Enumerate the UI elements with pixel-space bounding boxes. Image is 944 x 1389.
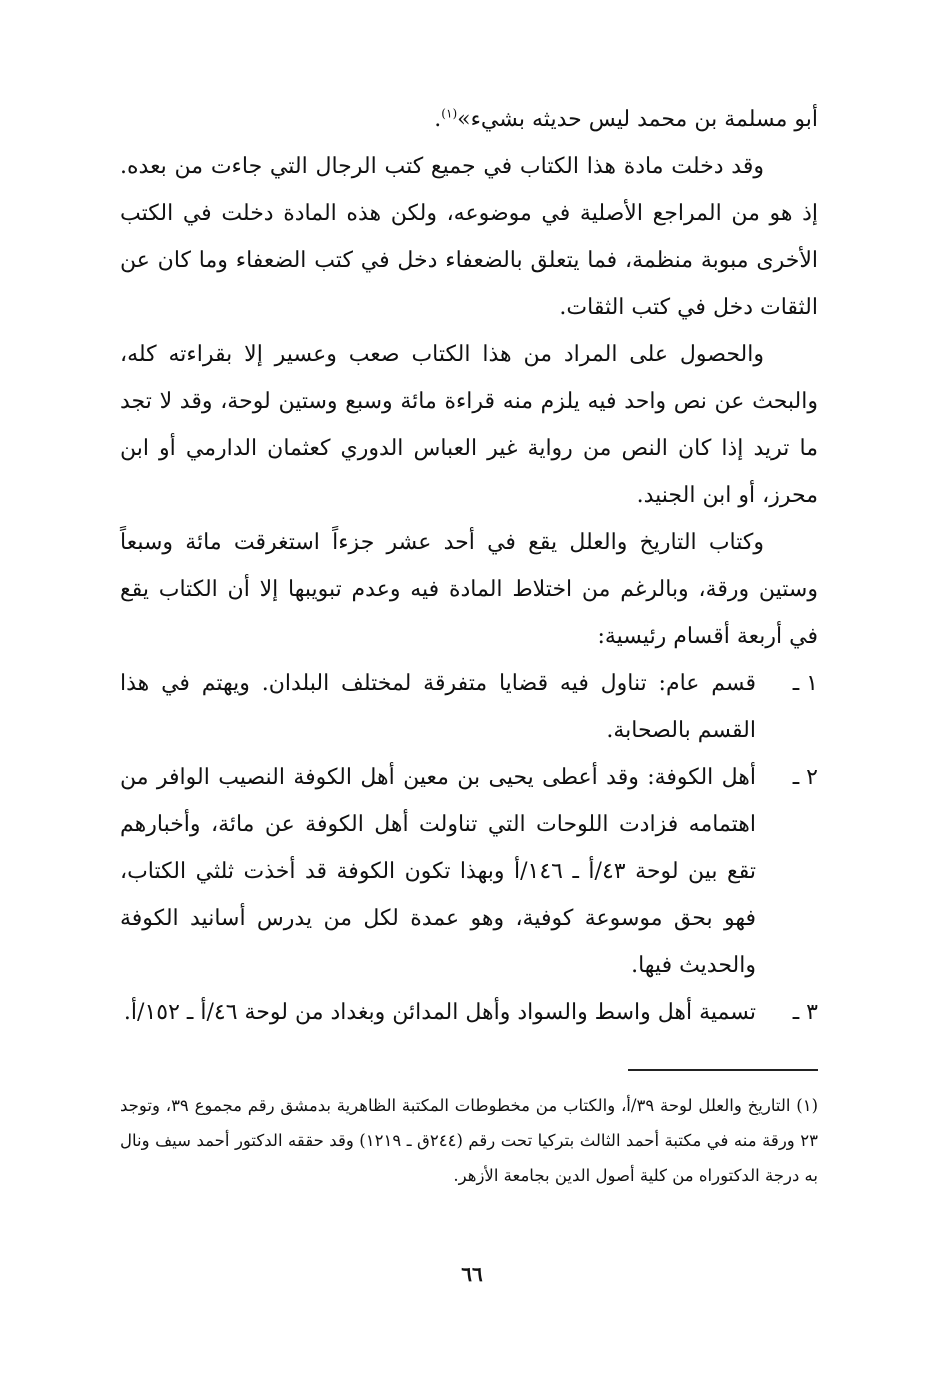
- list-item: [120, 989, 818, 1036]
- list-item-text: قسم عام: تناول فيه قضايا متفرقة لمختلف البلدان. ويهتم في هذا القسم بالصحابة.: [120, 671, 756, 743]
- page-number: ٦٦: [461, 1262, 483, 1286]
- footnote-marker: (١): [796, 1096, 818, 1115]
- opening-line: [120, 96, 818, 143]
- list-item: [120, 660, 818, 754]
- list-item-text: أهل الكوفة: وقد أعطى يحيى بن معين أهل الكوفة النصيب الوافر من اهتمامه فزادت اللوحات التي تناولت أهل الكوفة عن مائة، وأخبارهم تقع بين لوحة ٤٣/أ ـ ١٤٦/أ وبهذا تكون الكوفة قد أخذت ثلثي الكتاب، فهو بحق موسوعة كوفية، وهو عمدة لكل من يدرس أسانيد الكوفة والحديث فيها.: [120, 765, 757, 978]
- footnote-reference[interactable]: (١): [441, 106, 458, 121]
- list-item-text: تسمية أهل واسط والسواد وأهل المدائن وبغداد من لوحة ٤٦/أ ـ ١٥٢/أ.: [123, 1000, 756, 1025]
- paragraph-3: وكتاب التاريخ والعلل يقع في أحد عشر جزءاً استغرقت مائة وسبعاً وستين ورقة، وبالرغم من اختلاط المادة فيه وعدم تبويبها إلا أن الكتاب يقع في أربعة أقسام رئيسية:: [120, 530, 818, 649]
- main-text: [120, 96, 818, 1036]
- paragraph-2: والحصول على المراد من هذا الكتاب صعب وعسير إلا بقراءته كله، والبحث عن نص واحد فيه يلزم منه قراءة مائة وسبع وستين لوحة، وقد لا تجد ما تريد إذا كان النص من رواية غير العباس الدوري كعثمان الدارمي أو ابن محرز، أو ابن الجنيد.: [120, 342, 818, 508]
- opening-line-text: أبو مسلمة بن محمد ليس حديثه بشيء»: [457, 107, 818, 132]
- footnote: [120, 1088, 818, 1193]
- paragraph-1: وقد دخلت مادة هذا الكتاب في جميع كتب الرجال التي جاءت من بعده. إذ هو من المراجع الأصلية في موضوعه، ولكن هذه المادة دخلت في الكتب الأخرى مبوبة منظمة، فما يتعلق بالضعفاء دخل في كتب الضعفاء وما كان عن الثقات دخل في كتب الثقات.: [120, 154, 818, 320]
- list-item-number: ٢ ـ: [792, 765, 818, 790]
- list-item: [120, 754, 818, 989]
- list-item-number: ٣ ـ: [792, 1000, 818, 1025]
- opening-line-end: .: [434, 107, 442, 132]
- footnote-text: التاريخ والعلل لوحة ٣٩/أ، والكتاب من مخطوطات المكتبة الظاهرية بدمشق رقم مجموع ٣٩، وتوجد ٢٣ ورقة منه في مكتبة أحمد الثالث بتركيا تحت رقم (٢٤٤ق ـ ١٢١٩) وقد حققه الدكتور أحمد سيف ونال به درجة الدكتوراه من كلية أصول الدين بجامعة الأزهر.: [120, 1096, 818, 1185]
- list-item-number: ١ ـ: [792, 671, 818, 696]
- footnote-separator: [628, 1069, 818, 1071]
